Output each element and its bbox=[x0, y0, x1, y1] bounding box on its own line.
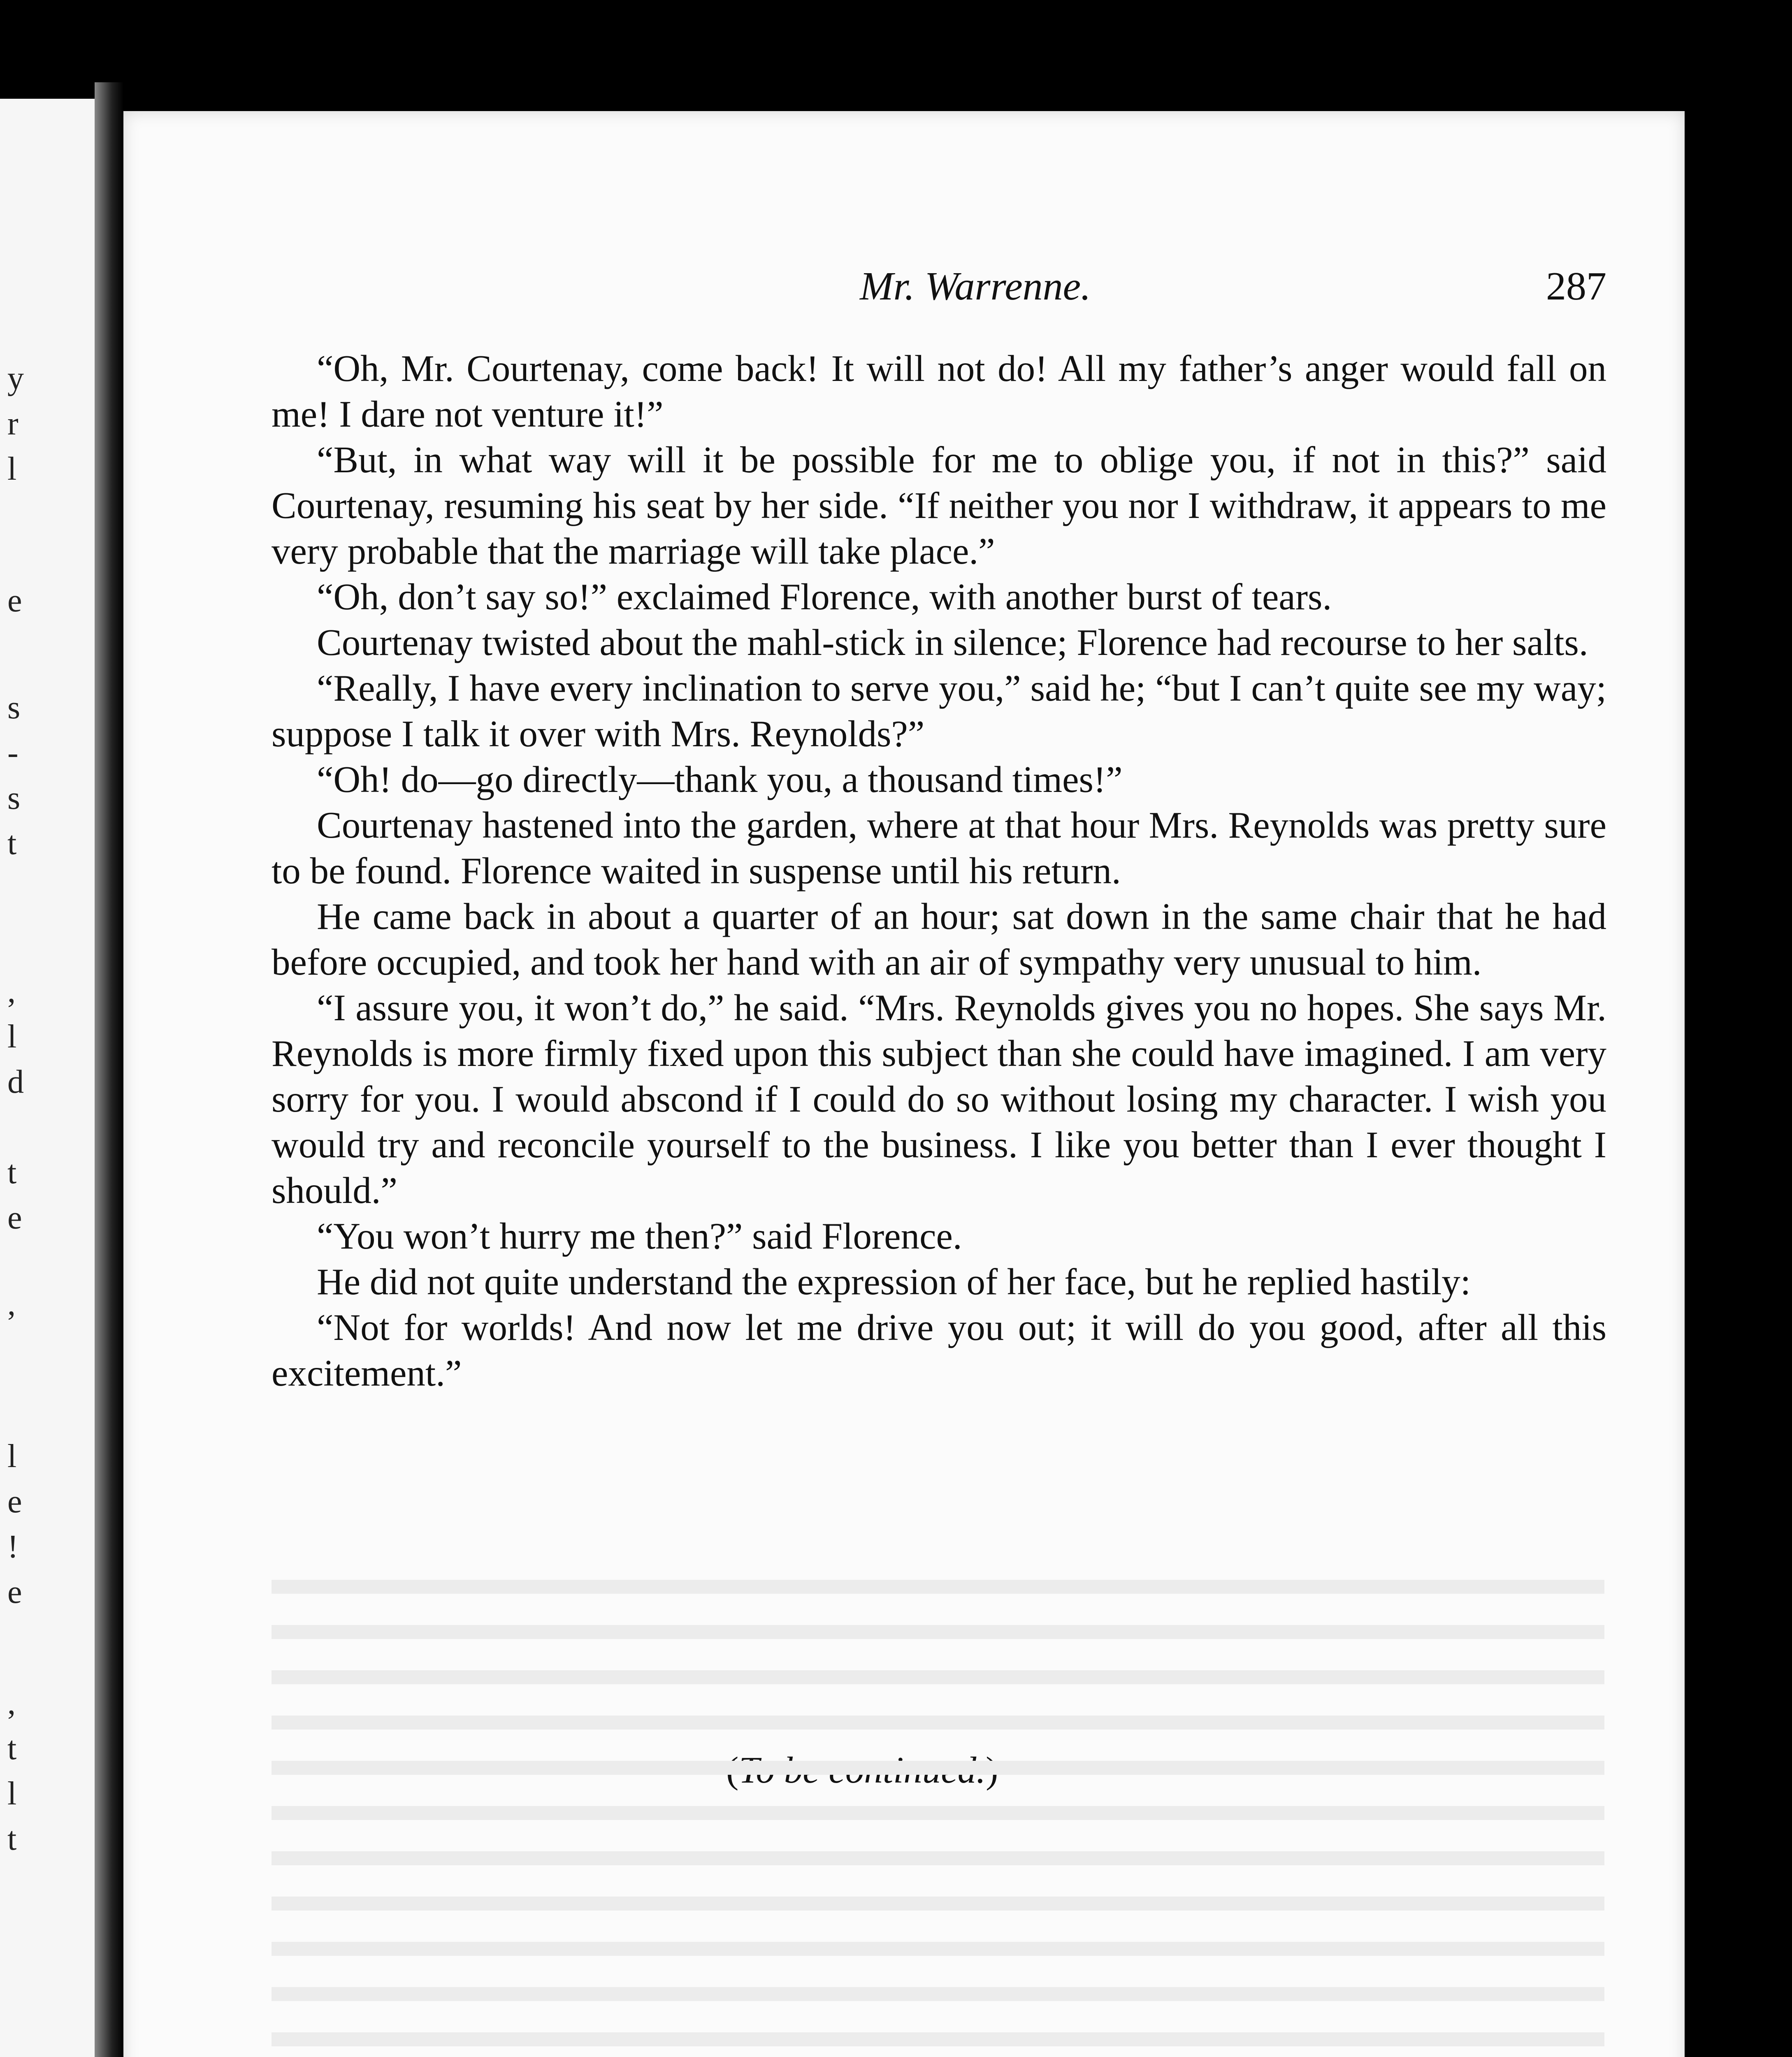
left-page-fragment: l bbox=[7, 1438, 17, 1474]
left-page-fragment: t bbox=[7, 825, 17, 861]
running-head-title: Mr. Warrenne. bbox=[860, 264, 1091, 309]
paragraph: Courtenay hastened into the garden, where at that hour Mrs. Reynolds was pretty sure to be found. Florence waited in suspense until his return. bbox=[272, 804, 1606, 892]
left-page-fragment: s bbox=[7, 780, 21, 816]
left-page-fragment: s bbox=[7, 690, 21, 726]
left-page-fragment: , bbox=[7, 1286, 16, 1322]
left-page-fragment: , bbox=[7, 973, 16, 1010]
left-page-fragment: - bbox=[7, 735, 19, 771]
left-page-fragment: l bbox=[7, 451, 17, 487]
left-page-fragment: ! bbox=[7, 1529, 19, 1565]
paragraph: “Oh! do—go directly—thank you, a thousand times!” bbox=[317, 759, 1123, 800]
left-page-fragment: t bbox=[7, 1730, 17, 1767]
paragraph: Courtenay twisted about the mahl-stick in silence; Florence had recourse to her salts. bbox=[317, 622, 1588, 663]
left-page-fragment: d bbox=[7, 1064, 24, 1100]
left-page-fragment: r bbox=[7, 406, 19, 442]
paragraph: “But, in what way will it be possible for me to oblige you, if not in this?” said Courtenay, resuming his seat by her side. “If neither you nor I withdraw, it appears to me very probable that the marriage will take place.” bbox=[272, 439, 1606, 572]
left-facing-page bbox=[0, 99, 95, 2057]
paragraph: He did not quite understand the expression of her face, but he replied hastily: bbox=[317, 1261, 1471, 1302]
show-through-text bbox=[272, 1510, 1606, 2057]
paragraph: “Oh, don’t say so!” exclaimed Florence, with another burst of tears. bbox=[317, 576, 1332, 618]
left-page-fragment: l bbox=[7, 1019, 17, 1055]
book-page bbox=[123, 111, 1685, 2057]
left-page-fragment: , bbox=[7, 1685, 16, 1721]
paragraph: “I assure you, it won’t do,” he said. “Mrs. Reynolds gives you no hopes. She says Mr. Reynolds is more firmly fixed upon this subject than she could have imagined. I am very sorry for you. I would abscond if I could do so without losing my character. I wish you would try and reconcile yourself to the business. I like you better than I ever thought I should.” bbox=[272, 987, 1606, 1211]
left-page-fragment: y bbox=[7, 360, 24, 397]
left-page-fragment: l bbox=[7, 1776, 17, 1812]
left-page-fragment: e bbox=[7, 1200, 22, 1236]
running-head bbox=[272, 263, 1606, 317]
page-gutter-shadow bbox=[95, 82, 123, 2057]
paragraph: “You won’t hurry me then?” said Florence. bbox=[317, 1215, 962, 1257]
page-number: 287 bbox=[1546, 264, 1606, 309]
left-page-fragment: t bbox=[7, 1154, 17, 1191]
left-page-fragment: e bbox=[7, 1484, 22, 1520]
paragraph: “Really, I have every inclination to serve you,” said he; “but I can’t quite see my way; suppose I talk it over with Mrs. Reynolds?” bbox=[272, 667, 1606, 755]
body-text bbox=[272, 346, 1606, 1396]
left-page-fragment: e bbox=[7, 1574, 22, 1610]
left-page-fragment: e bbox=[7, 583, 22, 619]
paragraph: “Oh, Mr. Courtenay, come back! It will not do! All my father’s anger would fall on me! I dare not venture it!” bbox=[272, 348, 1606, 435]
paragraph: He came back in about a quarter of an hour; sat down in the same chair that he had before occupied, and took her hand with an air of sympathy very unusual to him. bbox=[272, 896, 1606, 983]
paragraph: “Not for worlds! And now let me drive you out; it will do you good, after all this excitement.” bbox=[272, 1307, 1606, 1394]
left-page-fragment: t bbox=[7, 1821, 17, 1857]
